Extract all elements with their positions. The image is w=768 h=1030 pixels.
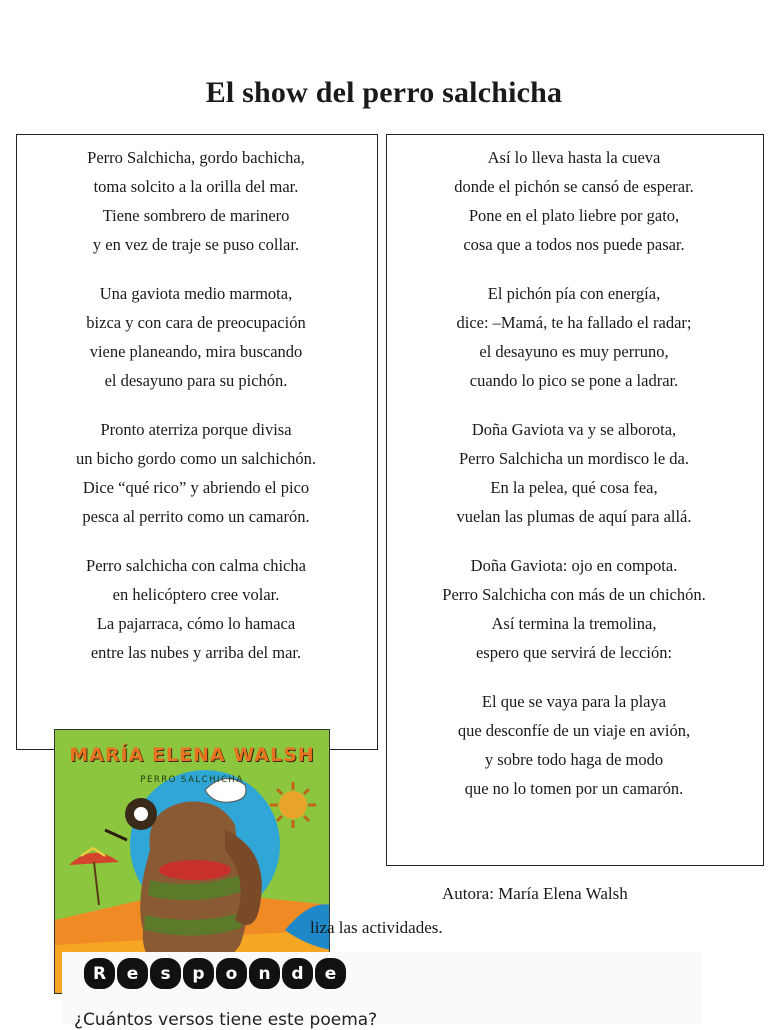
verse-line: Doña Gaviota va y se alborota,: [471, 420, 677, 439]
verse-line: que desconfíe de un viaje en avión,: [457, 721, 691, 740]
verse-line: Dice “qué rico” y abriendo el pico: [82, 478, 310, 497]
stanza: [393, 415, 755, 531]
left-poem-box: [16, 134, 378, 750]
stanza: [393, 143, 755, 259]
verse-line: Perro Salchicha un mordisco le da.: [458, 449, 690, 468]
responde-letter: s: [150, 958, 181, 989]
verse-line: Perro salchicha con calma chicha: [86, 556, 306, 575]
poem-title: El show del perro salchicha: [205, 76, 563, 109]
verse-line: entre las nubes y arriba del mar.: [90, 643, 302, 662]
responde-letter: e: [117, 958, 148, 989]
stanza: [23, 415, 369, 531]
verse-line: bizca y con cara de preocupación: [86, 313, 306, 332]
stanza: [23, 551, 369, 667]
verse-line: La pajarraca, cómo lo hamaca: [96, 614, 296, 633]
verse-line: Perro Salchicha, gordo bachicha,: [87, 148, 305, 167]
stanza: [393, 279, 755, 395]
verse-line: y sobre todo haga de modo: [484, 750, 664, 769]
verse-line: y en vez de traje se puso collar.: [92, 235, 300, 254]
verse-line: Pronto aterriza porque divisa: [100, 420, 292, 439]
verse-line: Perro Salchicha con más de un chichón.: [442, 585, 706, 604]
responde-letter: p: [183, 958, 214, 989]
verse-line: El que se vaya para la playa: [481, 692, 667, 711]
verse-line: Pone en el plato liebre por gato,: [468, 206, 680, 225]
verse-line: toma solcito a la orilla del mar.: [93, 177, 299, 196]
cover-author-text: MARÍA ELENA WALSH: [69, 744, 315, 766]
verse-line: cosa que a todos nos puede pasar.: [463, 235, 685, 254]
stanza: [23, 279, 369, 395]
verse-line: cuando lo pico se pone a ladrar.: [469, 371, 679, 390]
verse-line: vuelan las plumas de aquí para allá.: [456, 507, 692, 526]
verse-line: el desayuno es muy perruno,: [479, 342, 669, 361]
verse-line: Doña Gaviota: ojo en compota.: [470, 556, 678, 575]
verse-line: en helicóptero cree volar.: [112, 585, 280, 604]
verse-line: Así lo lleva hasta la cueva: [487, 148, 661, 167]
responde-letter: R: [84, 958, 115, 989]
verse-line: pesca al perrito como un camarón.: [82, 507, 310, 526]
verse-line: El pichón pía con energía,: [487, 284, 661, 303]
responde-letter: n: [249, 958, 280, 989]
right-poem-box: [386, 134, 764, 866]
verse-line: viene planeando, mira buscando: [89, 342, 303, 361]
verse-line: Una gaviota medio marmota,: [99, 284, 293, 303]
verse-line: Tiene sombrero de marinero: [102, 206, 290, 225]
verse-line: espero que servirá de lección:: [475, 643, 673, 662]
question-text: ¿Cuántos versos tiene este poema?: [74, 1010, 378, 1030]
responde-letter: o: [216, 958, 247, 989]
verse-line: donde el pichón se cansó de esperar.: [454, 177, 694, 196]
verse-line: un bicho gordo como un salchichón.: [75, 449, 317, 468]
verse-line: que no lo tomen por un camarón.: [464, 779, 684, 798]
verse-line: el desayuno para su pichón.: [104, 371, 288, 390]
responde-heading: [84, 958, 346, 988]
stanza: [393, 551, 755, 667]
responde-letter: d: [282, 958, 313, 989]
verse-line: dice: –Mamá, te ha fallado el radar;: [456, 313, 692, 332]
verse-line: Así termina la tremolina,: [491, 614, 657, 633]
stanza: [393, 687, 755, 803]
activities-instruction: liza las actividades.: [310, 918, 443, 937]
author-credit: Autora: María Elena Walsh: [442, 884, 628, 903]
cover-subtitle-text: PERRO SALCHICHA: [140, 775, 244, 785]
stanza: [23, 143, 369, 259]
responde-letter: e: [315, 958, 346, 989]
verse-line: En la pelea, qué cosa fea,: [490, 478, 658, 497]
